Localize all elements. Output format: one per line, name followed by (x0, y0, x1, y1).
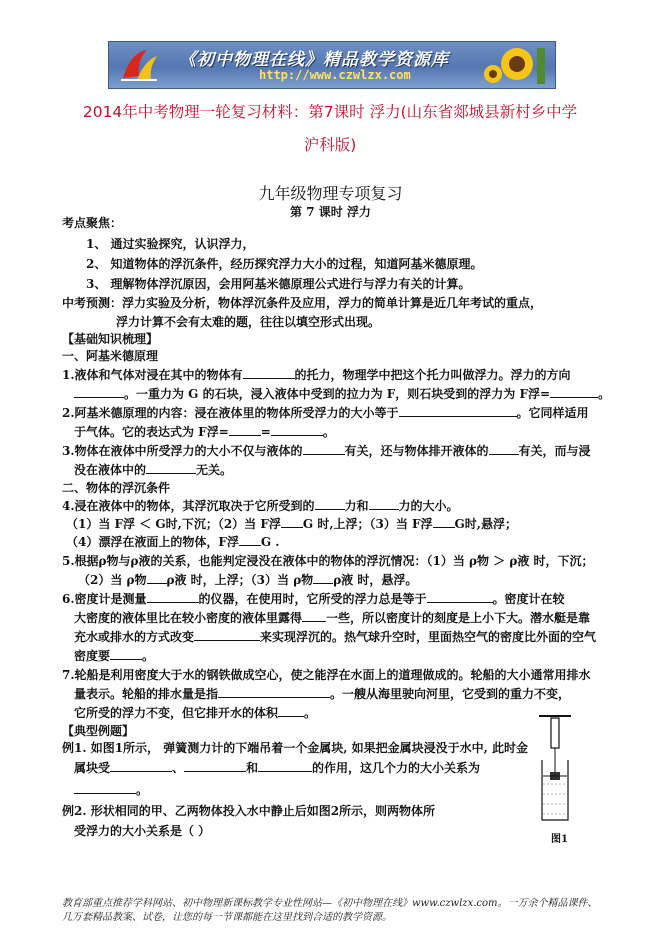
blank-line (258, 760, 312, 772)
text-segment: 5.根据ρ物与ρ液的关系，也能判定浸没在液体中的物体的浮沉情况：（1）当 ρ物 ＞ ρ液 时，下沉； (62, 554, 594, 568)
text-segment: 。 (136, 783, 149, 797)
text-line-l08 (62, 348, 158, 364)
text-segment: 有关，而与浸 (518, 444, 591, 458)
text-segment: 2.阿基米德原理的内容：浸在液体里的物体所受浮力的大小等于 (62, 406, 399, 420)
blank-line (313, 572, 333, 584)
blank-line (218, 686, 330, 698)
text-segment: （4）漂浮在液面上的物体，F浮 (66, 535, 239, 549)
text-segment: 大密度的液体里比在较小密度的液体里露得 (74, 611, 303, 625)
text-segment: = (260, 425, 271, 439)
text-line-l26 (74, 686, 570, 702)
blank-line (315, 498, 345, 510)
figure-1-label: 图1 (551, 834, 568, 845)
text-segment: 2、 知道物体的浮沉条件，经历探究浮力大小的过程，知道阿基米德原理。 (86, 257, 483, 271)
text-line-l12 (74, 424, 335, 440)
text-segment: 受浮力的大小关系是（ ） (74, 824, 211, 838)
text-line-l25 (62, 667, 591, 683)
sunflower-icon (479, 44, 549, 86)
text-segment: 力和 (344, 499, 369, 513)
text-segment: 、 (172, 761, 185, 775)
text-segment: 它所受的浮力不变，但它排开水的体积 (74, 706, 279, 720)
blank-line (229, 424, 261, 436)
blank-line (550, 386, 598, 398)
text-line-l32 (62, 803, 435, 819)
text-line-l19 (62, 553, 594, 569)
text-segment: 一些，所以密度计的刻度是上小下大。潜水艇是靠 (326, 611, 591, 625)
text-segment: （1）当 F浮 ＜ G时,下沉；（2）当 F浮 (66, 517, 281, 531)
blank-line (147, 572, 167, 584)
text-segment: 来实现浮沉的。热气球升空时，里面热空气的密度比外面的空气 (260, 630, 597, 644)
text-line-l33 (74, 823, 210, 839)
blank-line (184, 760, 246, 772)
text-segment: 。 (142, 649, 155, 663)
text-line-l22 (74, 610, 590, 626)
text-segment: 。 (598, 387, 611, 401)
blank-line (110, 760, 172, 772)
blank-line (281, 516, 303, 528)
text-line-l10 (74, 386, 610, 402)
blank-line (74, 782, 136, 794)
text-line-l02 (86, 236, 255, 252)
text-line-l13 (62, 443, 591, 459)
text-line-l15 (62, 480, 170, 496)
blank-line (146, 462, 196, 474)
text-line-l30 (74, 760, 480, 776)
text-segment: 浮力计算不会有太难的题，往往以填空形式出现。 (116, 315, 381, 329)
blank-line (489, 443, 519, 455)
blank-line (278, 705, 304, 717)
text-line-l28 (62, 723, 134, 739)
text-segment: 于气体。它的表达式为 F浮= (74, 425, 229, 439)
text-line-l31 (74, 782, 148, 798)
text-line-l18 (66, 534, 279, 550)
banner-title: 《初中物理在线》精品教学资源库 (179, 50, 449, 70)
text-segment: 6.密度计是测量 (62, 592, 147, 606)
text-line-l09 (62, 367, 571, 383)
figure-1-spring-scale (535, 714, 575, 826)
text-segment: G 时,上浮；（3）当 F浮 (302, 517, 433, 531)
text-segment: 4.浸在液体中的物体，其浮沉取决于它所受到的 (62, 499, 315, 513)
text-segment: 充水或排水的方式改变 (74, 630, 195, 644)
blank-line (303, 443, 345, 455)
text-segment: 1、 通过实验探究，认识浮力， (86, 237, 255, 251)
text-segment: 的作用，这几个力的大小关系为 (312, 761, 481, 775)
text-segment: 。 (304, 706, 317, 720)
text-line-l14 (74, 462, 232, 478)
text-segment: 。它同样适用 (516, 406, 589, 420)
text-segment: 考点聚焦： (62, 216, 123, 230)
text-segment: 和 (246, 761, 259, 775)
text-segment: 量表示。轮船的排水量是指 (74, 687, 219, 701)
text-line-l11 (62, 405, 589, 421)
footer-line2: 几万套精品教案、试卷，让您的每一节课都能在这里找到合适的教学资源。 (62, 912, 392, 923)
text-line-l24 (74, 648, 154, 664)
text-line-l16 (62, 498, 459, 514)
text-line-l01 (62, 215, 122, 231)
blank-line (147, 591, 199, 603)
text-line-l04 (86, 276, 471, 292)
text-segment: 1.液体和气体对浸在其中的物体有 (62, 368, 243, 382)
text-segment: 。一艘从海里驶向河里，它受到的重力不变， (330, 687, 571, 701)
blank-line (302, 610, 326, 622)
text-line-l21 (62, 591, 565, 607)
section-subheading: 第 7 课时 浮力 (290, 205, 371, 219)
blank-line (369, 498, 399, 510)
text-segment: 二、物体的浮沉条件 (62, 481, 171, 495)
text-line-l20 (78, 572, 417, 588)
text-segment: 的托力，物理学中把这个托力叫做浮力。浮力的方向 (294, 368, 571, 382)
header-banner (108, 41, 556, 89)
text-segment: 无关。 (196, 463, 233, 477)
blank-line (74, 386, 124, 398)
footer-line1: 教育部重点推荐学科网站、初中物理新课标教学专业性网站—《初中物理在线》www.czwlzx.com。一万余个精品课件、 (62, 898, 598, 909)
text-segment: 一、阿基米德原理 (62, 349, 159, 363)
text-line-l27 (74, 705, 316, 721)
text-segment: 力的大小。 (398, 499, 459, 513)
text-segment: ρ液 时，悬浮。 (333, 573, 418, 587)
text-segment: 。 (322, 425, 335, 439)
text-segment: G时,悬浮； (454, 517, 517, 531)
text-line-l06 (116, 314, 380, 330)
blank-line (239, 534, 261, 546)
site-logo-icon (117, 46, 161, 84)
text-segment: 。一重力为 G 的石块，浸入液体中受到的拉力为 F，则石块受到的浮力为 F浮= (124, 387, 551, 401)
text-segment: 属块受 (74, 761, 111, 775)
text-segment: 例1. 如图1所示， 弹簧测力计的下端吊着一个金属块, 如果把金属块浸没于水中, 此时金 (62, 741, 528, 755)
text-segment: ρ液 时，上浮；（3）当 ρ物 (166, 573, 314, 587)
text-segment: 中考预测：浮力实验及分析，物体浮沉条件及应用，浮力的简单计算是近几年考试的重点， (62, 296, 543, 310)
text-segment: 7.轮船是利用密度大于水的钢铁做成空心，使之能浮在水面上的道理做成的。轮船的大小通常用排水 (62, 668, 591, 682)
blank-line (433, 516, 455, 528)
section-heading: 九年级物理专项复习 (258, 184, 403, 203)
text-segment: 。密度计在较 (492, 592, 565, 606)
blank-line (399, 405, 517, 417)
blank-line (427, 591, 493, 603)
blank-line (110, 648, 142, 660)
blank-line (243, 367, 295, 379)
text-segment: （2）当 ρ物 (78, 573, 147, 587)
text-line-l03 (86, 256, 483, 272)
document-title-line1: 2014年中考物理一轮复习材料：第7课时 浮力(山东省郯城县新村乡中学 (82, 103, 578, 121)
text-segment: 有关，还与物体排开液体的 (344, 444, 489, 458)
text-segment: 例2. 形状相同的甲、乙两物体投入水中静止后如图2所示，则两物体所 (62, 804, 436, 818)
text-line-l17 (66, 516, 517, 532)
text-segment: 密度要 (74, 649, 111, 663)
text-segment: G . (260, 535, 280, 549)
text-segment: 的仪器，在使用时，它所受的浮力总是等于 (198, 592, 427, 606)
text-segment: 没在液体中的 (74, 463, 147, 477)
text-line-l05 (62, 295, 542, 311)
text-line-l23 (74, 629, 596, 645)
text-segment: 【基础知识梳理】 (62, 332, 159, 346)
text-line-l29 (62, 740, 528, 756)
text-line-l07 (62, 331, 158, 347)
text-segment: 【典型例题】 (62, 724, 135, 738)
document-title-line2: 沪科版) (303, 136, 357, 154)
text-segment: 3、 理解物体浮沉原因，会用阿基米德原理公式进行与浮力有关的计算。 (86, 277, 471, 291)
text-segment: 3.物体在液体中所受浮力的大小不仅与液体的 (62, 444, 303, 458)
banner-url: http://www.czwlzx.com (259, 68, 411, 82)
blank-line (271, 424, 323, 436)
blank-line (194, 629, 260, 641)
